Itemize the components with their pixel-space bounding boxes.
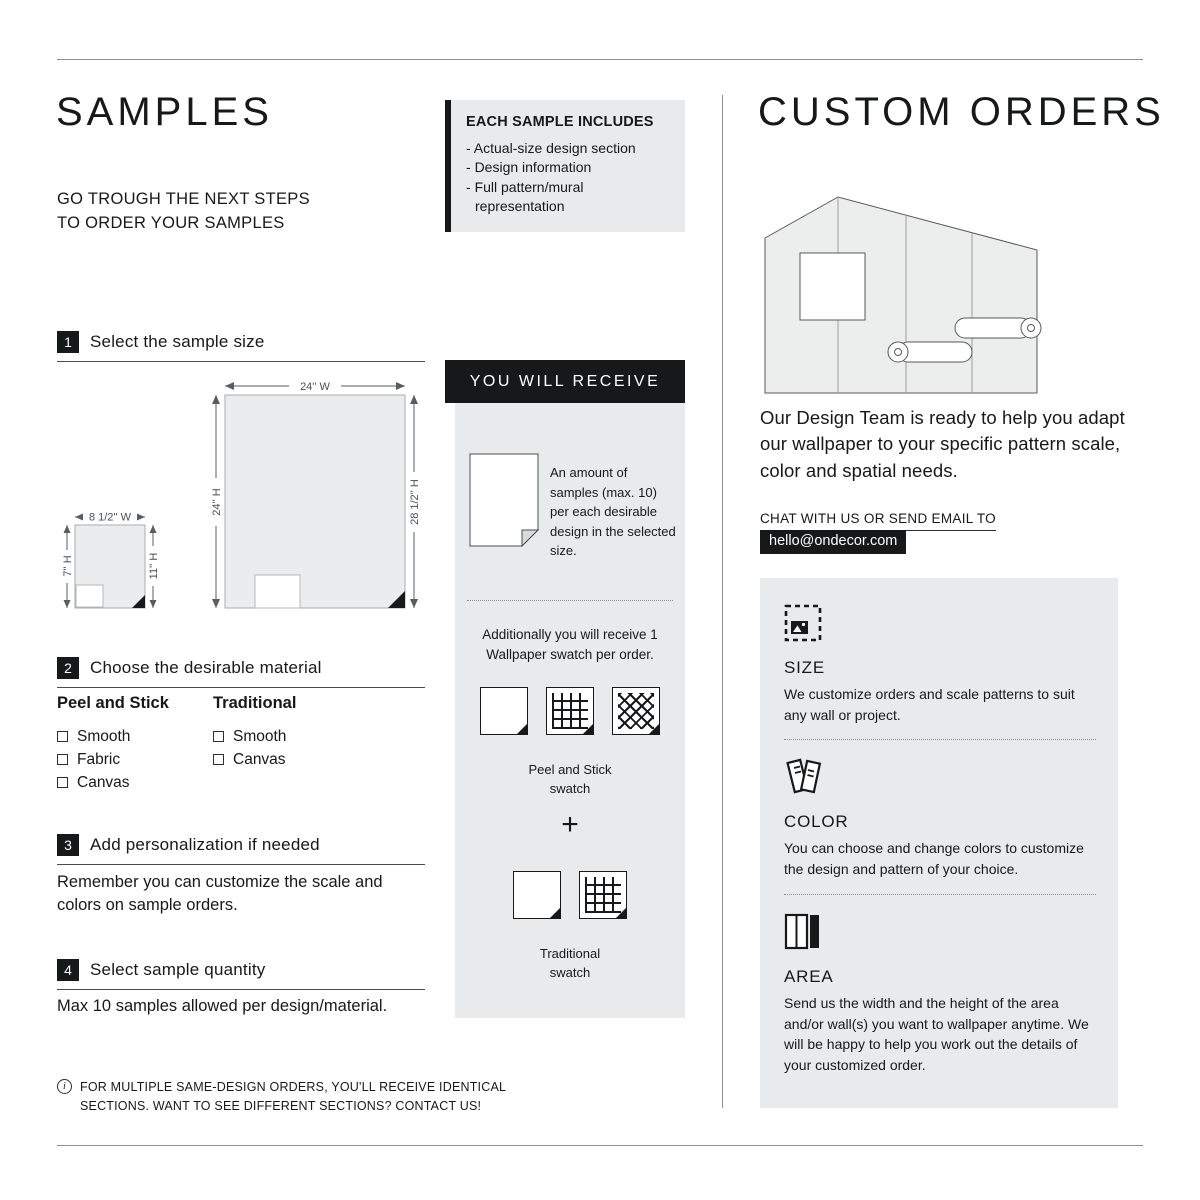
column-divider bbox=[722, 95, 723, 1108]
includes-item: - Full pattern/mural representation bbox=[466, 178, 673, 217]
feature-size-title: SIZE bbox=[784, 658, 825, 677]
step-3-header bbox=[57, 834, 425, 865]
you-will-receive-panel bbox=[455, 403, 685, 1018]
checkbox-traditional-smooth[interactable] bbox=[213, 731, 224, 742]
large-height-right-label: 28 1/2'' H bbox=[409, 479, 421, 525]
step-3-label: Add personalization if needed bbox=[90, 835, 320, 854]
large-width-label: 24'' W bbox=[300, 381, 330, 393]
top-rule bbox=[57, 59, 1143, 60]
footer-note bbox=[57, 1078, 537, 1116]
samples-title: SAMPLES bbox=[56, 90, 273, 134]
peel-swatch-label-wrap bbox=[455, 761, 685, 799]
material-option: Canvas bbox=[57, 771, 169, 794]
checkbox-peel-fabric[interactable] bbox=[57, 754, 68, 765]
feature-area-title: AREA bbox=[784, 966, 834, 986]
checkbox-peel-canvas[interactable] bbox=[57, 777, 68, 788]
custom-features-panel bbox=[760, 578, 1118, 1108]
image-size-icon bbox=[784, 604, 822, 642]
wallpaper-roll-icon bbox=[888, 342, 972, 362]
step-2-header bbox=[57, 657, 425, 688]
wall-area-icon bbox=[784, 911, 822, 951]
plus-icon: + bbox=[561, 808, 579, 841]
includes-title: EACH SAMPLE INCLUDES bbox=[466, 114, 654, 130]
material-column-traditional bbox=[213, 694, 296, 771]
traditional-title: Traditional bbox=[213, 694, 297, 712]
sample-page-icon bbox=[469, 453, 539, 547]
samples-subtitle: GO TROUGH THE NEXT STEPS TO ORDER YOUR SAMPLES bbox=[57, 190, 310, 232]
material-option: Smooth bbox=[213, 725, 296, 748]
you-will-receive-header: YOU WILL RECEIVE bbox=[445, 360, 685, 403]
blank-swatch-icon bbox=[480, 687, 528, 735]
large-height-left-label: 24'' H bbox=[211, 488, 223, 516]
color-swatches-icon bbox=[784, 756, 824, 796]
quantity-note: Max 10 samples allowed per design/material. bbox=[57, 997, 388, 1015]
material-option: Fabric bbox=[57, 748, 169, 771]
small-height-right-label: 11'' H bbox=[148, 552, 160, 580]
step-1-header bbox=[57, 331, 425, 362]
feature-area-text: Send us the width and the height of the area and/or wall(s) you want to wallpaper anytime. We will be happy to help you work out the details of your customized order. bbox=[784, 994, 1089, 1074]
custom-orders-intro: Our Design Team is ready to help you adapt our wallpaper to your specific pattern scale, color and spatial needs. bbox=[760, 407, 1125, 481]
step-2-number: 2 bbox=[57, 657, 79, 679]
custom-orders-title: CUSTOM ORDERS bbox=[758, 90, 1165, 134]
each-sample-includes-panel bbox=[445, 100, 685, 232]
step-4-header bbox=[57, 959, 425, 990]
dotted-divider bbox=[784, 739, 1096, 740]
material-column-peel-and-stick bbox=[57, 694, 169, 794]
crosshatch-swatch-icon bbox=[612, 687, 660, 735]
sample-size-diagram bbox=[45, 362, 430, 614]
dotted-divider bbox=[467, 600, 673, 601]
includes-item: - Design information bbox=[466, 158, 673, 177]
info-icon: i bbox=[57, 1079, 72, 1094]
frame-icon bbox=[800, 253, 865, 320]
peel-swatch-label: Peel and Stick swatch bbox=[528, 762, 612, 796]
step-4-label: Select sample quantity bbox=[90, 960, 266, 979]
step-1-number: 1 bbox=[57, 331, 79, 353]
footer-note-text: FOR MULTIPLE SAME-DESIGN ORDERS, YOU'LL RECEIVE IDENTICAL SECTIONS. WANT TO SEE DIFFERENT SECTIONS? CONTACT US! bbox=[80, 1080, 506, 1113]
additional-swatch-text: Additionally you will receive 1 Wallpaper swatch per order. bbox=[482, 627, 658, 663]
traditional-swatch-row bbox=[455, 871, 685, 919]
traditional-swatch-label: Traditional swatch bbox=[539, 946, 601, 980]
step-2-label: Choose the desirable material bbox=[90, 658, 322, 677]
step-3-number: 3 bbox=[57, 834, 79, 856]
material-option: Smooth bbox=[57, 725, 169, 748]
small-sample-section bbox=[76, 585, 103, 607]
large-sample-section bbox=[255, 575, 300, 608]
feature-color-title: COLOR bbox=[784, 812, 849, 832]
peel-and-stick-title: Peel and Stick bbox=[57, 694, 169, 712]
step-1-label: Select the sample size bbox=[90, 332, 265, 351]
email-address[interactable]: hello@ondecor.com bbox=[760, 530, 906, 554]
traditional-swatch-label-wrap bbox=[455, 945, 685, 983]
feature-color bbox=[784, 756, 1104, 879]
wallpaper-wall-illustration bbox=[758, 186, 1048, 398]
peel-swatch-row bbox=[455, 687, 685, 735]
large-sample-rect bbox=[225, 395, 405, 608]
small-height-left-label: 7'' H bbox=[62, 555, 74, 577]
samples-amount-text: An amount of samples (max. 10) per each desirable design in the selected size. bbox=[550, 465, 676, 558]
bottom-rule bbox=[57, 1145, 1143, 1146]
blank-swatch-icon bbox=[513, 871, 561, 919]
feature-area bbox=[784, 911, 1104, 1076]
checkbox-traditional-canvas[interactable] bbox=[213, 754, 224, 765]
small-width-label: 8 1/2'' W bbox=[88, 511, 132, 524]
grid-swatch-icon bbox=[546, 687, 594, 735]
feature-size-text: We customize orders and scale patterns to suit any wall or project. bbox=[784, 686, 1075, 723]
checkbox-peel-smooth[interactable] bbox=[57, 731, 68, 742]
contact-label: CHAT WITH US OR SEND EMAIL TO bbox=[760, 511, 996, 531]
material-option: Canvas bbox=[213, 748, 296, 771]
wallpaper-roll-icon bbox=[955, 318, 1041, 338]
personalization-note: Remember you can customize the scale and colors on sample orders. bbox=[57, 873, 383, 915]
includes-item: - Actual-size design section bbox=[466, 139, 673, 158]
grid-swatch-icon bbox=[579, 871, 627, 919]
feature-size bbox=[784, 604, 1104, 725]
feature-color-text: You can choose and change colors to customize the design and pattern of your choice. bbox=[784, 840, 1084, 878]
step-4-number: 4 bbox=[57, 959, 79, 981]
dotted-divider bbox=[784, 894, 1096, 895]
